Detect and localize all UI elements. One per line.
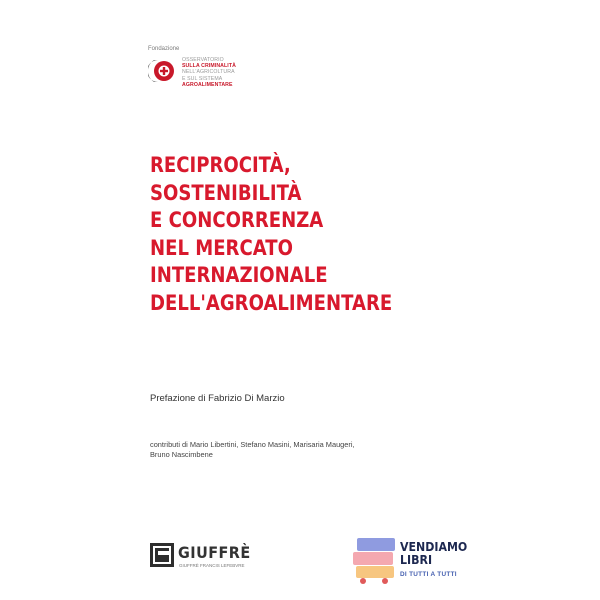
title-line: DELL'AGROALIMENTARE	[150, 290, 393, 315]
title-line: NEL MERCATO	[150, 235, 293, 260]
contributors-line: Bruno Nascimbene	[150, 450, 213, 459]
publisher-subtitle: GIUFFRÈ FRANCIS LEFEBVRE	[179, 563, 245, 568]
contributors-line: contributi di Mario Libertini, Stefano Masini, Marisaria Maugeri,	[150, 440, 355, 449]
foundation-line: SULLA CRIMINALITÀ	[182, 63, 236, 70]
watermark-tagline: DI TUTTI A TUTTI	[400, 571, 457, 578]
book-stack-icon	[351, 538, 397, 584]
publisher-name: GIUFFRÈ	[178, 543, 251, 562]
foundation-line: E SUL SISTEMA	[182, 75, 223, 82]
foundation-name	[182, 57, 236, 88]
foundation-line: OSSERVATORIO	[182, 57, 224, 63]
foundation-line: AGROALIMENTARE	[182, 81, 233, 88]
book-title	[150, 152, 408, 317]
title-line: SOSTENIBILITÀ	[150, 180, 302, 205]
watermark-line: LIBRI	[400, 552, 433, 567]
title-line: RECIPROCITÀ,	[150, 153, 291, 177]
foundation-label: Fondazione	[148, 46, 180, 52]
preface-credit: Prefazione di Fabrizio Di Marzio	[150, 393, 285, 404]
foundation-line: NELL'AGRICOLTURA	[182, 69, 235, 76]
foundation-emblem-icon	[148, 56, 178, 86]
watermark-title	[400, 540, 467, 566]
contributors-credit	[150, 440, 440, 460]
title-line: INTERNAZIONALE	[150, 263, 328, 287]
publisher-g-icon	[150, 543, 174, 567]
title-line: E CONCORRENZA	[150, 208, 324, 232]
watermark-line: VENDIAMO	[400, 539, 468, 554]
